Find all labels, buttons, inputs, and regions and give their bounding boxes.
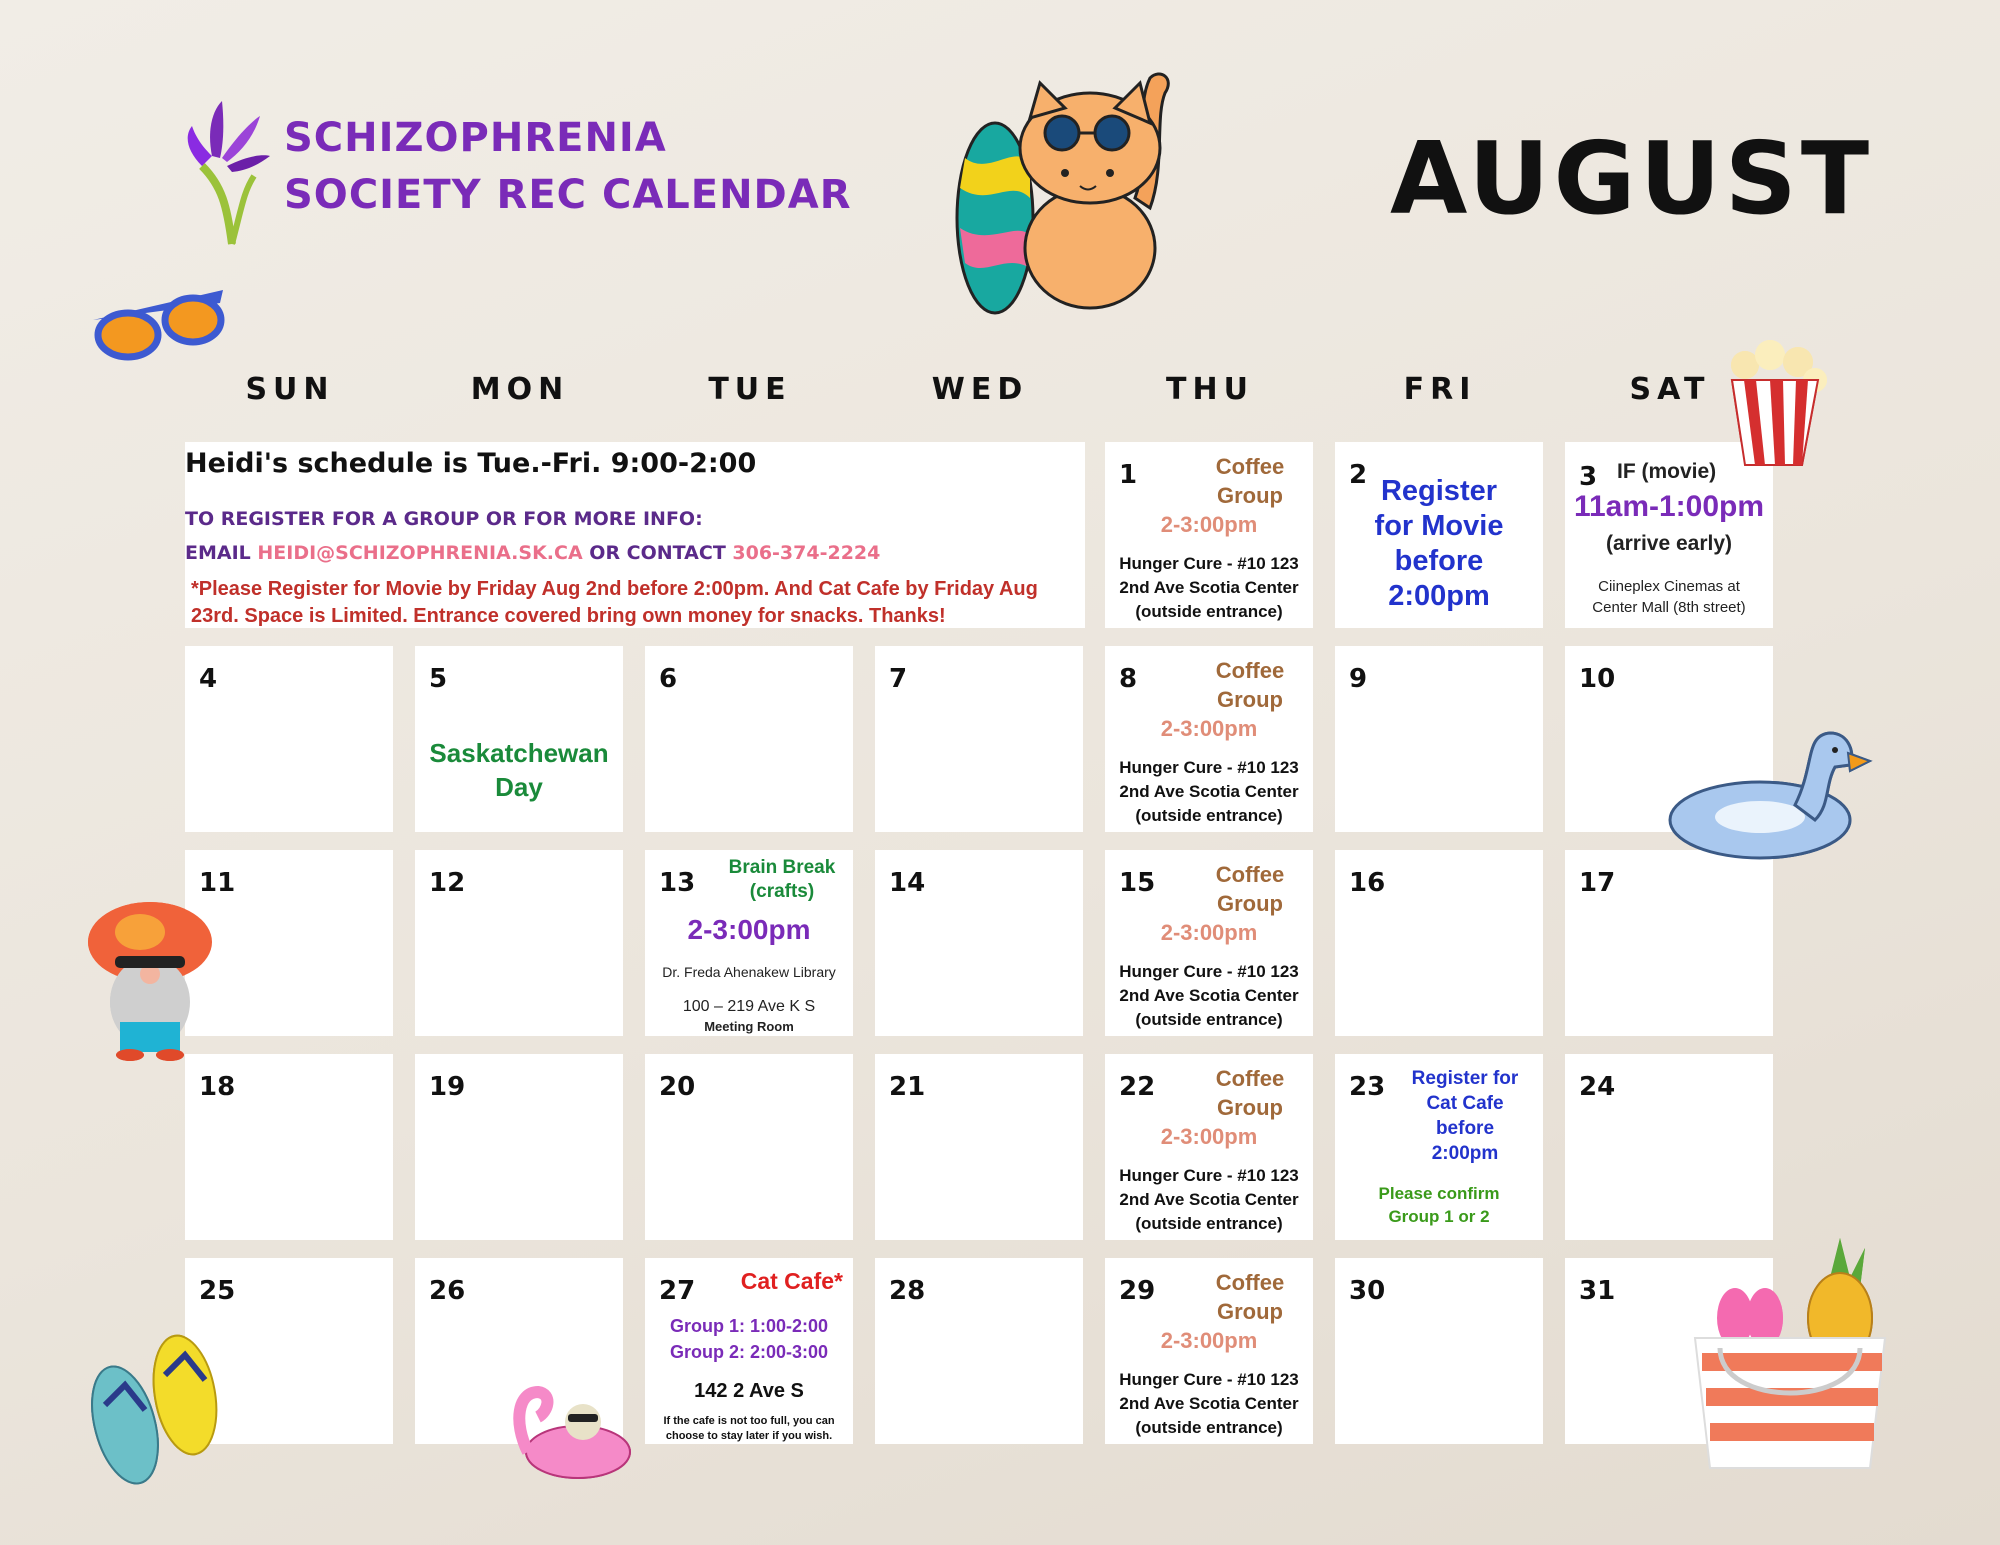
title-line-1: SCHIZOPHRENIA	[284, 115, 667, 161]
day-number: 26	[429, 1276, 466, 1306]
day-cell-28[interactable]	[875, 1258, 1083, 1444]
day-number: 13	[659, 868, 696, 898]
day-number: 22	[1119, 1072, 1156, 1102]
day-cell-11[interactable]	[185, 850, 393, 1036]
brain-break-room: Meeting Room	[704, 1019, 794, 1034]
day-cell-15[interactable]	[1105, 850, 1313, 1036]
register-heading: TO REGISTER FOR A GROUP OR FOR MORE INFO:	[185, 508, 703, 530]
day-cell-7[interactable]	[875, 646, 1083, 832]
day-number: 3	[1579, 462, 1598, 492]
day-cell-19[interactable]	[415, 1054, 623, 1240]
email-prefix: EMAIL	[185, 542, 258, 564]
day-number: 14	[889, 868, 926, 898]
register-cat-cafe-note: Register for Cat Cafe before 2:00pm	[1411, 1068, 1519, 1164]
movie-note: (arrive early)	[1605, 532, 1733, 555]
day-number: 11	[199, 868, 236, 898]
coffee-time: 2-3:00pm	[1160, 512, 1258, 537]
coffee-group-label: Coffee Group	[1215, 1066, 1285, 1120]
coffee-time: 2-3:00pm	[1160, 920, 1258, 945]
dow-tue: TUE	[708, 372, 792, 407]
coffee-group-label: Coffee Group	[1215, 658, 1285, 712]
logo-icon	[182, 96, 272, 246]
holiday-label: Saskatchewan Day	[429, 738, 609, 802]
cat-cafe-address: 142 2 Ave S	[694, 1380, 804, 1402]
brain-break-address: 100 – 219 Ave K S	[682, 998, 816, 1015]
beach-bag-overlay-icon	[1690, 1238, 1890, 1478]
day-cell-5[interactable]	[415, 646, 623, 832]
day-number: 27	[659, 1276, 696, 1306]
dow-mon: MON	[470, 372, 570, 407]
month-title: AUGUST	[1390, 120, 1874, 237]
day-cell-13[interactable]	[645, 850, 853, 1036]
day-number: 20	[659, 1072, 696, 1102]
coffee-location: Hunger Cure - #10 123 2nd Ave Scotia Center (outside entrance)	[1119, 1370, 1299, 1437]
day-cell-9[interactable]	[1335, 646, 1543, 832]
day-cell-22[interactable]	[1105, 1054, 1313, 1240]
coffee-location: Hunger Cure - #10 123 2nd Ave Scotia Center (outside entrance)	[1119, 554, 1299, 621]
day-number: 6	[659, 664, 678, 694]
day-number: 4	[199, 664, 218, 694]
coffee-group-label: Coffee Group	[1215, 1270, 1285, 1324]
movie-time: 11am-1:00pm	[1573, 490, 1765, 523]
flamingo-float-overlay-icon	[508, 1382, 633, 1482]
dow-sat: SAT	[1629, 372, 1711, 407]
day-cell-21[interactable]	[875, 1054, 1083, 1240]
schedule-text: Heidi's schedule is Tue.-Fri. 9:00-2:00	[185, 448, 757, 479]
day-cell-23[interactable]	[1335, 1054, 1543, 1240]
day-number: 5	[429, 664, 448, 694]
coffee-location: Hunger Cure - #10 123 2nd Ave Scotia Center (outside entrance)	[1119, 1166, 1299, 1233]
day-cell-27[interactable]	[645, 1258, 853, 1444]
day-number: 19	[429, 1072, 466, 1102]
register-movie-note: Register for Movie before 2:00pm	[1374, 475, 1504, 612]
coffee-group-label: Coffee Group	[1215, 862, 1285, 916]
sunglasses-icon	[88, 285, 228, 365]
coffee-group-label: Coffee Group	[1215, 454, 1285, 508]
day-cell-24[interactable]	[1565, 1054, 1773, 1240]
day-cell-29[interactable]	[1105, 1258, 1313, 1444]
day-number: 30	[1349, 1276, 1386, 1306]
cat-cafe-groups: Group 1: 1:00-2:00 Group 2: 2:00-3:00	[669, 1316, 829, 1362]
dow-sun: SUN	[245, 372, 335, 407]
dow-wed: WED	[931, 372, 1029, 407]
day-number: 7	[889, 664, 908, 694]
coffee-time: 2-3:00pm	[1160, 716, 1258, 741]
day-number: 15	[1119, 868, 1156, 898]
day-number: 18	[199, 1072, 236, 1102]
cat-cafe-title: Cat Cafe*	[740, 1268, 843, 1294]
confirm-group-note: Please confirm Group 1 or 2	[1378, 1184, 1500, 1226]
day-cell-8[interactable]	[1105, 646, 1313, 832]
day-number: 28	[889, 1276, 926, 1306]
contact-mid: OR CONTACT	[582, 542, 733, 564]
day-cell-12[interactable]	[415, 850, 623, 1036]
day-cell-30[interactable]	[1335, 1258, 1543, 1444]
day-number: 8	[1119, 664, 1138, 694]
brain-break-location: Dr. Freda Ahenakew Library	[662, 964, 836, 980]
info-box	[185, 442, 1085, 628]
day-number: 12	[429, 868, 466, 898]
movie-title: IF (movie)	[1617, 460, 1717, 483]
day-cell-17[interactable]	[1565, 850, 1773, 1036]
day-cell-1[interactable]	[1105, 442, 1313, 628]
swan-float-overlay-icon	[1665, 725, 1875, 860]
day-number: 25	[199, 1276, 236, 1306]
title-line-2: SOCIETY REC CALENDAR	[284, 172, 852, 218]
cat-cafe-note: If the cafe is not too full, you can choose to stay later if you wish.	[663, 1415, 835, 1442]
day-cell-2[interactable]	[1335, 442, 1543, 628]
day-number: 21	[889, 1072, 926, 1102]
brain-break-time: 2-3:00pm	[687, 914, 811, 945]
day-cell-16[interactable]	[1335, 850, 1543, 1036]
day-number: 17	[1579, 868, 1616, 898]
phone-number[interactable]: 306-374-2224	[732, 542, 881, 564]
coffee-location: Hunger Cure - #10 123 2nd Ave Scotia Center (outside entrance)	[1119, 962, 1299, 1029]
contact-line	[185, 542, 880, 564]
day-number: 2	[1349, 460, 1368, 490]
day-number: 1	[1119, 460, 1138, 490]
day-cell-6[interactable]	[645, 646, 853, 832]
dow-thu: THU	[1166, 372, 1254, 407]
notice-text: *Please Register for Movie by Friday Aug 2nd before 2:00pm. And Cat Cafe by Friday Aug 23rd. Space is Limited. Entrance covered bring own money for snacks. Thanks!	[191, 578, 1038, 627]
coffee-location: Hunger Cure - #10 123 2nd Ave Scotia Center (outside entrance)	[1119, 758, 1299, 825]
popcorn-overlay-icon	[1720, 340, 1830, 470]
movie-location: Ciineplex Cinemas at Center Mall (8th street)	[1592, 578, 1746, 616]
day-number: 24	[1579, 1072, 1616, 1102]
day-number: 29	[1119, 1276, 1156, 1306]
brain-break-title: Brain Break (crafts)	[728, 857, 836, 902]
flip-flops-overlay-icon	[85, 1330, 225, 1490]
day-cell-18[interactable]	[185, 1054, 393, 1240]
cat-surfboard-icon	[950, 68, 1190, 318]
day-number: 16	[1349, 868, 1386, 898]
day-cell-20[interactable]	[645, 1054, 853, 1240]
coffee-time: 2-3:00pm	[1160, 1328, 1258, 1353]
day-cell-14[interactable]	[875, 850, 1083, 1036]
day-number: 23	[1349, 1072, 1386, 1102]
coffee-time: 2-3:00pm	[1160, 1124, 1258, 1149]
day-number: 31	[1579, 1276, 1616, 1306]
gnome-overlay-icon	[85, 892, 215, 1062]
day-cell-4[interactable]	[185, 646, 393, 832]
dow-fri: FRI	[1403, 372, 1477, 407]
day-number: 9	[1349, 664, 1368, 694]
day-number: 10	[1579, 664, 1616, 694]
email-link[interactable]: HEIDI@SCHIZOPHRENIA.SK.CA	[257, 542, 583, 564]
